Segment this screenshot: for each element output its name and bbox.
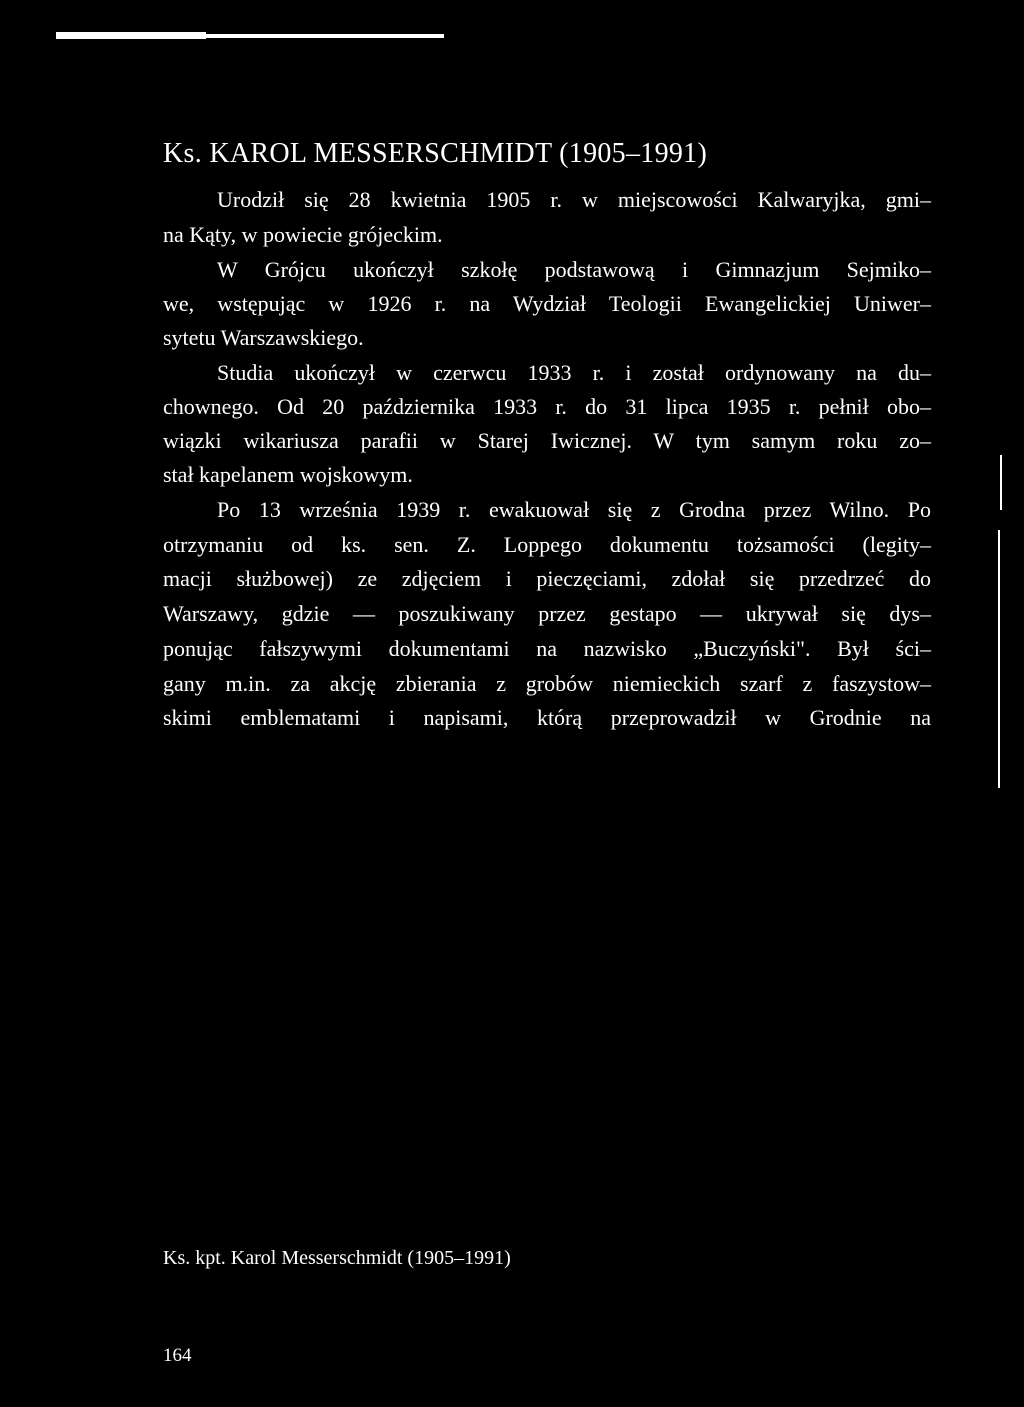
text-line: we, wstępując w 1926 r. na Wydział Teologii Ewangelickiej Uniwer–: [163, 291, 931, 316]
text-line: W Grójcu ukończył szkołę podstawową i Gimnazjum Sejmiko–: [217, 257, 931, 282]
text-line: Warszawy, gdzie — poszukiwany przez gestapo — ukrywał się dys–: [163, 601, 931, 626]
text-line: ponując fałszywymi dokumentami na nazwisko „Buczyński". Był ści–: [163, 636, 931, 661]
page-number: 164: [163, 1345, 192, 1366]
text-line: stał kapelanem wojskowym.: [163, 462, 413, 487]
text-line: wiązki wikariusza parafii w Starej Iwicznej. W tym samym roku zo–: [163, 428, 931, 453]
text-line: otrzymaniu od ks. sen. Z. Loppego dokumentu tożsamości (legity–: [163, 532, 931, 557]
photo-caption: Ks. kpt. Karol Messerschmidt (1905–1991): [163, 1247, 511, 1269]
text-line: skimi emblematami i napisami, którą przeprowadził w Grodnie na: [163, 705, 931, 730]
scan-edge-line: [1000, 455, 1002, 510]
text-line: Po 13 września 1939 r. ewakuował się z Grodna przez Wilno. Po: [217, 497, 931, 522]
text-line: Urodził się 28 kwietnia 1905 r. w miejscowości Kalwaryjka, gmi–: [217, 187, 931, 212]
page-title: Ks. KAROL MESSERSCHMIDT (1905–1991): [163, 138, 708, 169]
text-line: macji służbowej) ze zdjęciem i pieczęciami, zdołał się przedrzeć do: [163, 566, 931, 591]
scan-edge-line: [998, 530, 1000, 788]
text-line: Studia ukończył w czerwcu 1933 r. i został ordynowany na du–: [217, 360, 931, 385]
text-line: sytetu Warszawskiego.: [163, 325, 364, 350]
scan-edge-rule: [56, 34, 444, 38]
text-line: chownego. Od 20 października 1933 r. do 31 lipca 1935 r. pełnił obo–: [163, 394, 931, 419]
text-line: na Kąty, w powiecie grójeckim.: [163, 222, 443, 247]
text-line: gany m.in. za akcję zbierania z grobów niemieckich szarf z faszystow–: [163, 671, 931, 696]
